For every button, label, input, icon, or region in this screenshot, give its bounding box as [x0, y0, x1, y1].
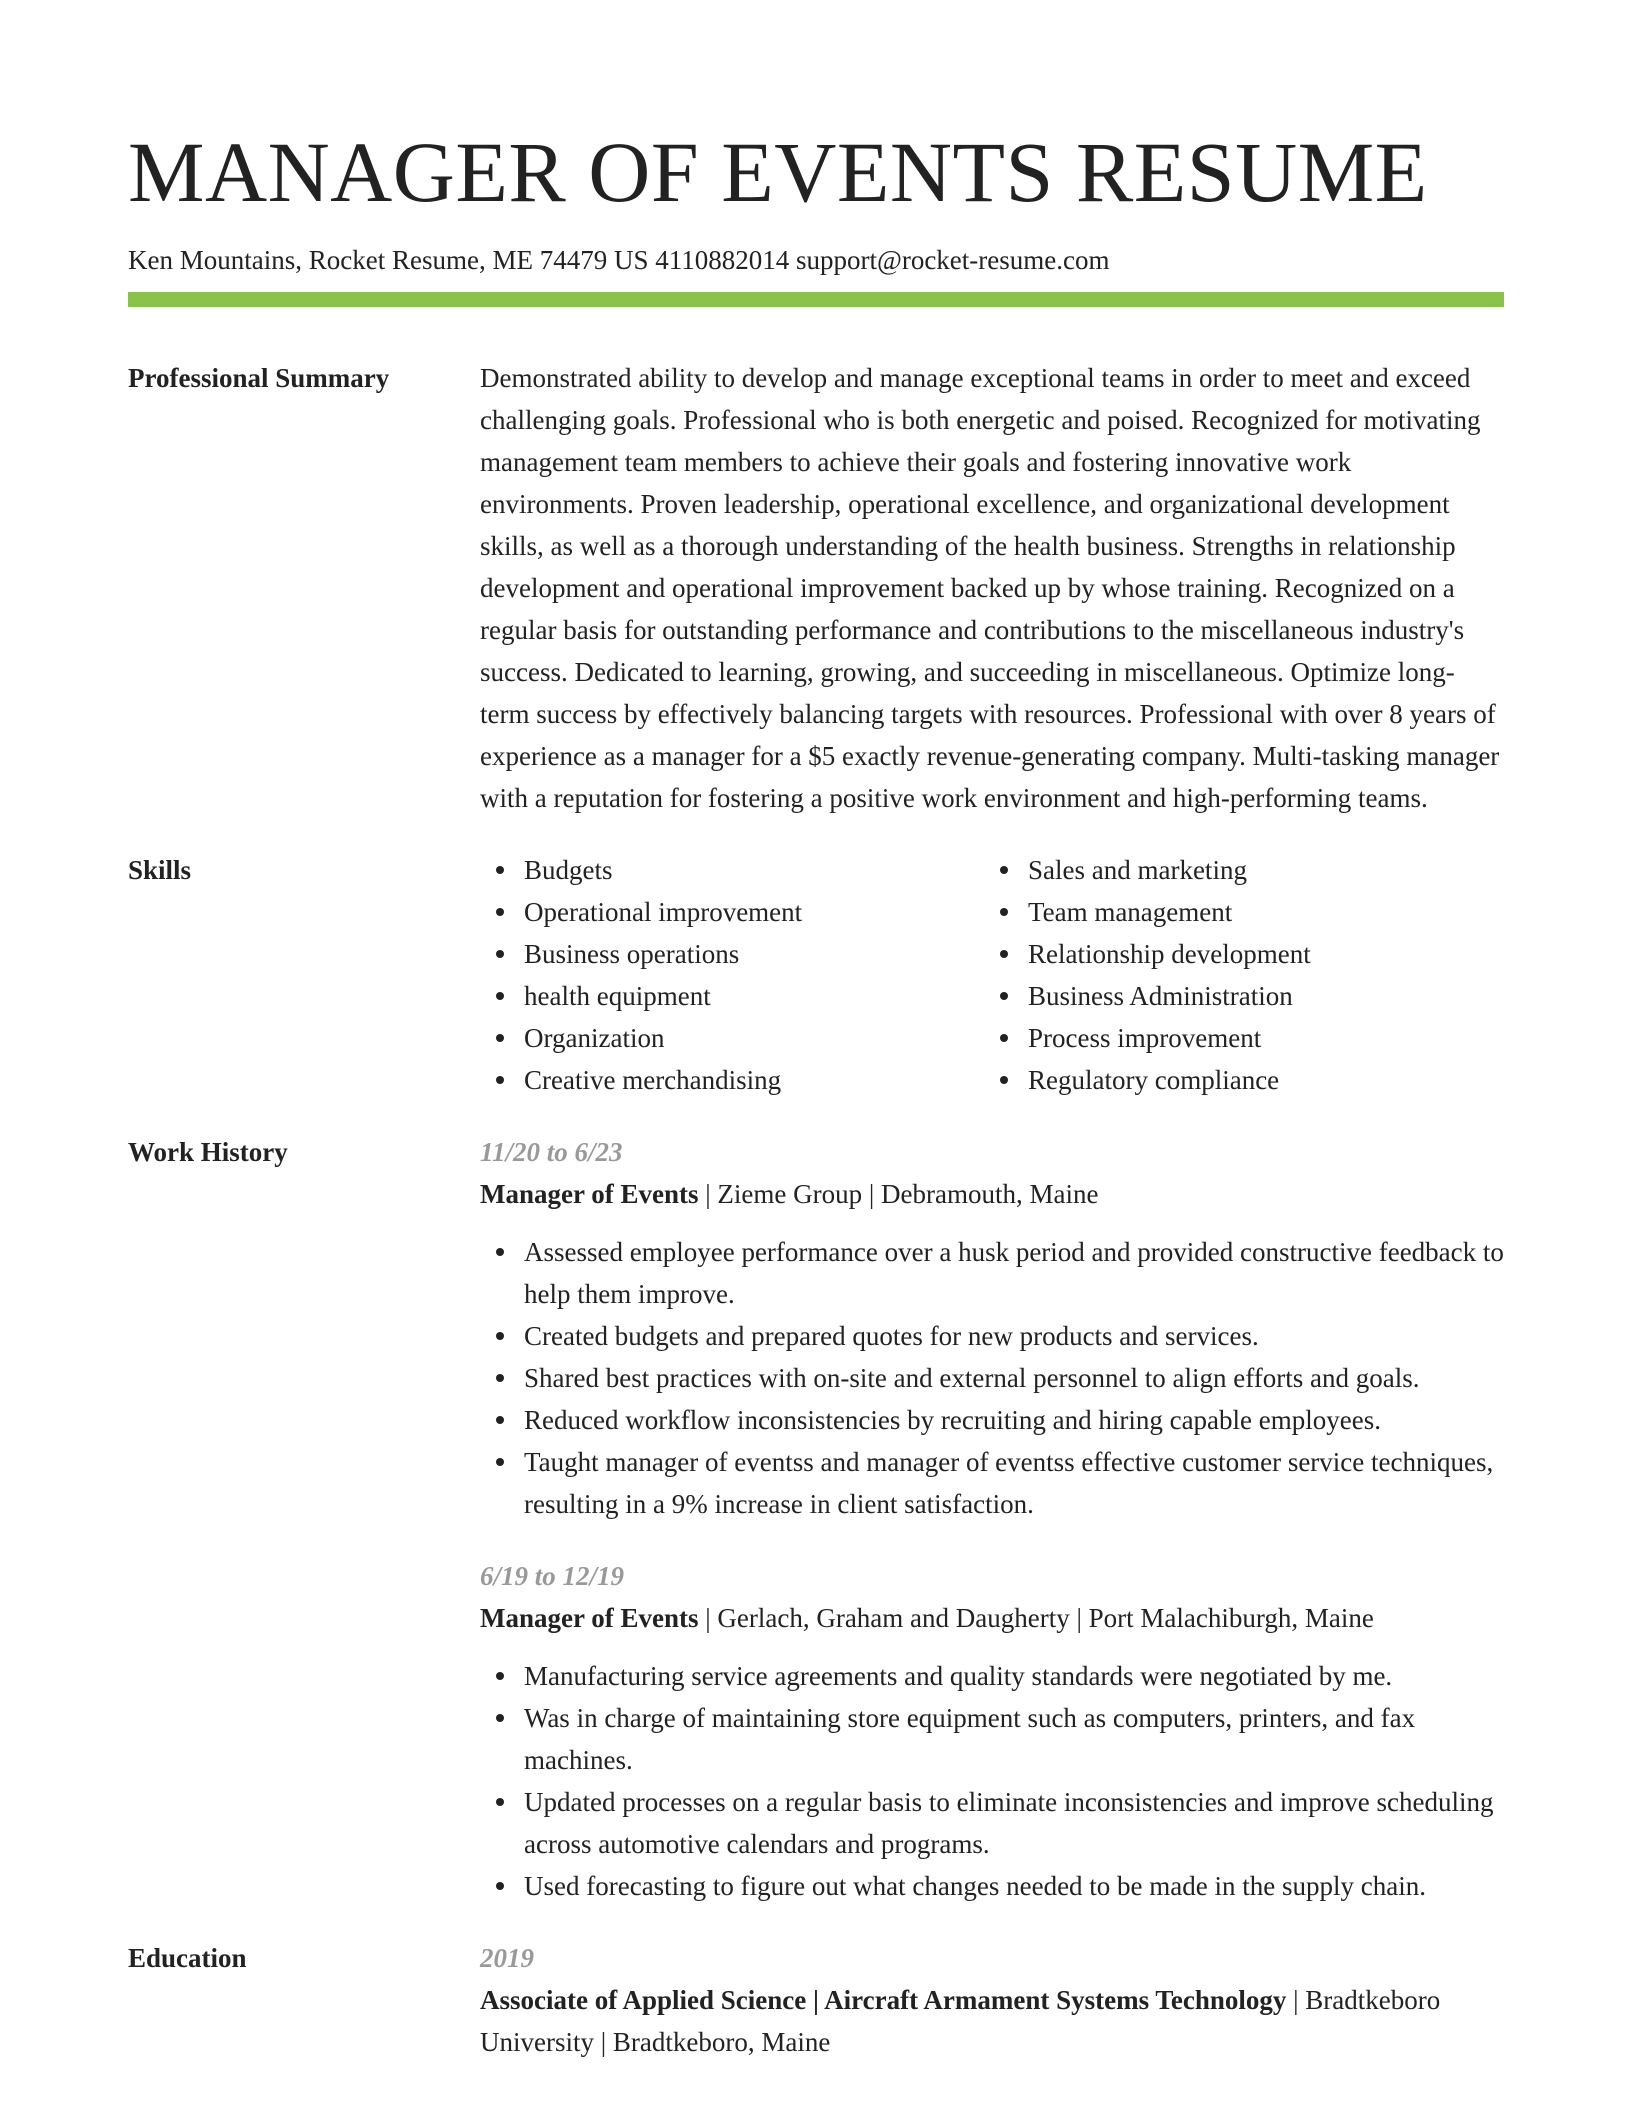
summary-text: Demonstrated ability to develop and manage exceptional teams in order to meet and exceed challenging goals. Professional who is both energetic and poised. Recognized for motivating management team members to achieve their goals and fostering innovative work environments. Proven leadership, operational excellence, and organizational development skills, as well as a thorough understanding of the health business. Strengths in relationship development and operational improvement backed up by whose training. Recognized on a regular basis for outstanding performance and contributions to the miscellaneous industry's success. Dedicated to learning, growing, and succeeding in miscellaneous. Optimize long-term success by effectively balancing targets with resources. Professional with over 8 years of experience as a manager for a $5 exactly revenue-generating company. Multi-tasking manager with a reputation for fostering a positive work environment and high-performing teams. [480, 363, 1500, 813]
job-entry [480, 1131, 1504, 1525]
job-entry [480, 1555, 1504, 1907]
skills-list-right [984, 849, 1488, 1101]
skill-item: Relationship development [984, 933, 1488, 975]
work-history-body [480, 1131, 1504, 1907]
education-degree: Associate of Applied Science | Aircraft Armament Systems Technology [480, 1985, 1287, 2015]
summary-heading: Professional Summary [128, 363, 390, 393]
job-role: Manager of Events [480, 1603, 699, 1633]
skills-body [480, 849, 1504, 1101]
skill-item: Creative merchandising [480, 1059, 984, 1101]
page-title: MANAGER OF EVENTS RESUME [128, 124, 1428, 220]
skills-heading: Skills [128, 855, 192, 885]
summary-section [128, 357, 1504, 819]
education-line [480, 1979, 1504, 2063]
education-section [128, 1937, 1504, 2063]
skill-item: Team management [984, 891, 1488, 933]
skill-item: Regulatory compliance [984, 1059, 1488, 1101]
job-dates: 11/20 to 6/23 [480, 1137, 623, 1167]
skill-item: Business operations [480, 933, 984, 975]
skill-item: Organization [480, 1017, 984, 1059]
duty-item: Used forecasting to figure out what changes needed to be made in the supply chain. [480, 1865, 1504, 1907]
duty-item: Manufacturing service agreements and quality standards were negotiated by me. [480, 1655, 1504, 1697]
skill-item: health equipment [480, 975, 984, 1017]
job-role: Manager of Events [480, 1179, 699, 1209]
education-heading: Education [128, 1943, 247, 1973]
skill-item: Operational improvement [480, 891, 984, 933]
header-divider [128, 292, 1504, 307]
resume-page [128, 0, 1504, 2063]
job-details: | Zieme Group | Debramouth, Maine [698, 1179, 1099, 1209]
skills-section [128, 849, 1504, 1101]
skill-item: Sales and marketing [984, 849, 1488, 891]
education-body [480, 1937, 1504, 2063]
skill-item: Process improvement [984, 1017, 1488, 1059]
skills-list-left [480, 849, 984, 1101]
education-year: 2019 [480, 1943, 534, 1973]
duty-item: Updated processes on a regular basis to eliminate inconsistencies and improve scheduling across automotive calendars and programs. [480, 1781, 1504, 1865]
job-details: | Gerlach, Graham and Daugherty | Port Malachiburgh, Maine [698, 1603, 1374, 1633]
skill-item: Budgets [480, 849, 984, 891]
contact-info: Ken Mountains, Rocket Resume, ME 74479 US 4110882014 support@rocket-resume.com [128, 245, 1110, 275]
duty-item: Assessed employee performance over a husk period and provided constructive feedback to help them improve. [480, 1231, 1504, 1315]
job-title-line [480, 1597, 1504, 1639]
work-history-heading: Work History [128, 1137, 288, 1167]
skill-item: Business Administration [984, 975, 1488, 1017]
duty-item: Was in charge of maintaining store equipment such as computers, printers, and fax machines. [480, 1697, 1504, 1781]
job-dates: 6/19 to 12/19 [480, 1561, 625, 1591]
duty-item: Created budgets and prepared quotes for new products and services. [480, 1315, 1504, 1357]
job-duties [480, 1655, 1504, 1907]
job-duties [480, 1231, 1504, 1525]
work-history-section [128, 1131, 1504, 1907]
duty-item: Shared best practices with on-site and external personnel to align efforts and goals. [480, 1357, 1504, 1399]
education-details: | Bradtkeboro University | Bradtkeboro, Maine [480, 1985, 1441, 2057]
duty-item: Reduced workflow inconsistencies by recruiting and hiring capable employees. [480, 1399, 1504, 1441]
job-title-line [480, 1173, 1504, 1215]
skills-columns [480, 849, 1504, 1101]
summary-body [480, 357, 1504, 819]
duty-item: Taught manager of eventss and manager of eventss effective customer service techniques, resulting in a 9% increase in client satisfaction. [480, 1441, 1504, 1525]
